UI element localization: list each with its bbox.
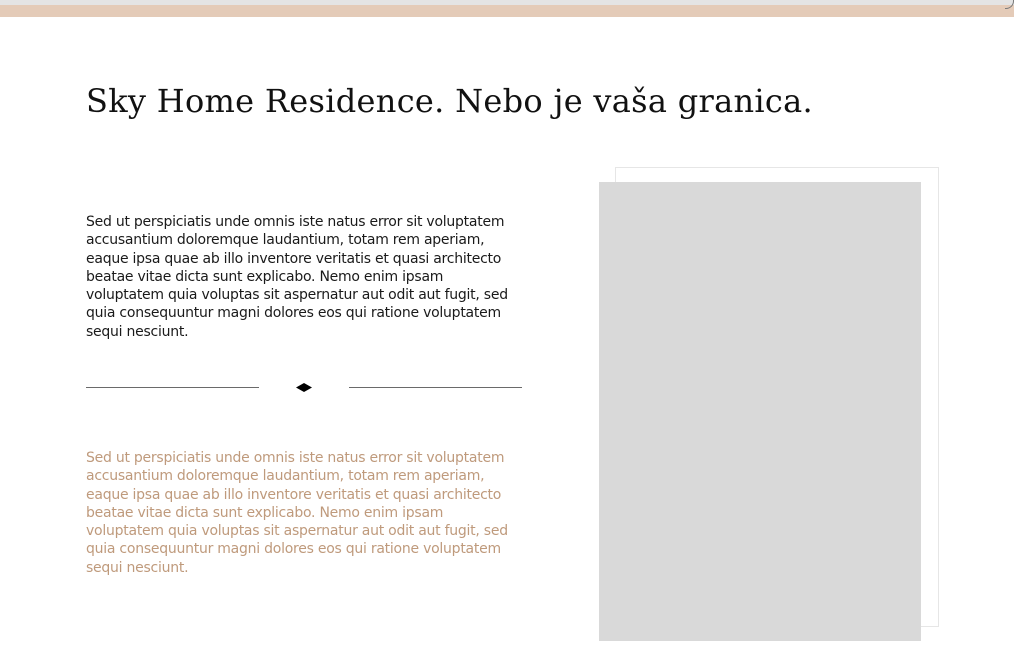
- diamond-icon: [296, 383, 312, 392]
- accent-paragraph: Sed ut perspiciatis unde omnis iste natus error sit voluptatem accusantium doloremque laudantium, totam rem aperiam, eaque ipsa quae ab illo inventore veritatis et quasi architecto beatae vitae dicta sunt explicabo. Nemo enim ipsam voluptatem quia voluptas sit aspernatur aut odit aut fugit, sed quia consequuntur magni dolores eos qui ratione voluptatem sequi nesciunt.: [86, 450, 508, 576]
- section-divider: [86, 380, 522, 396]
- top-accent-bar: [0, 5, 1014, 17]
- intro-paragraph: Sed ut perspiciatis unde omnis iste natus error sit voluptatem accusantium doloremque laudantium, totam rem aperiam, eaque ipsa quae ab illo inventore veritatis et quasi architecto beatae vitae dicta sunt explicabo. Nemo enim ipsam voluptatem quia voluptas sit aspernatur aut odit aut fugit, sed quia consequuntur magni dolores eos qui ratione voluptatem sequi nesciunt.: [86, 214, 508, 340]
- divider-line-left: [86, 387, 259, 388]
- divider-line-right: [349, 387, 522, 388]
- page-title: Sky Home Residence. Nebo je vaša granica.: [86, 82, 814, 120]
- image-placeholder: [599, 182, 921, 641]
